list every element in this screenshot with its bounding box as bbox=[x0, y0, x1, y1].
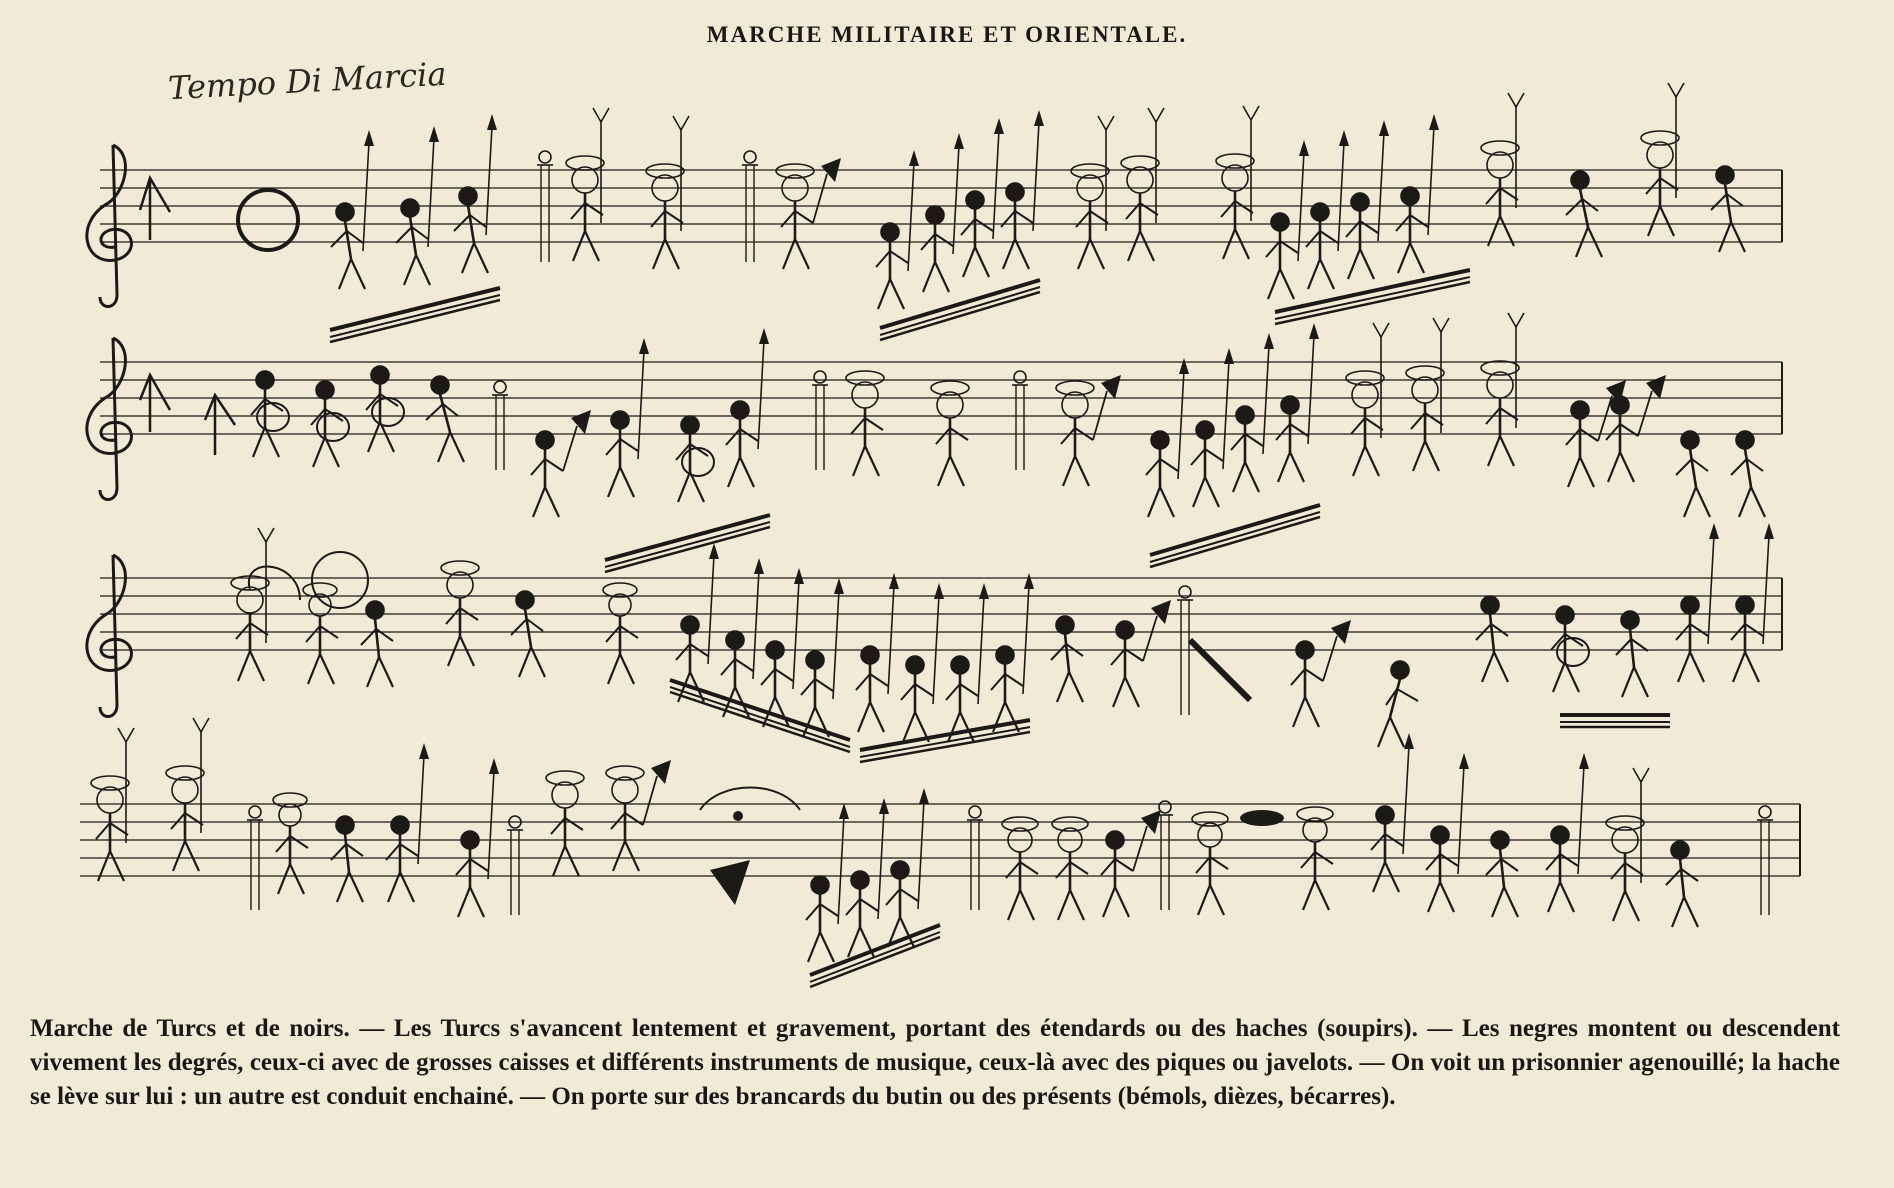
marching-figure bbox=[856, 573, 899, 732]
marching-figure bbox=[726, 328, 769, 487]
pipe-icon bbox=[249, 567, 300, 600]
marching-figure bbox=[166, 718, 209, 871]
marching-figure bbox=[1676, 523, 1719, 682]
staff-3 bbox=[100, 578, 1782, 650]
marching-figure bbox=[646, 116, 689, 269]
marching-figure bbox=[251, 371, 289, 457]
drum-top-icon bbox=[1240, 810, 1284, 826]
marching-figure bbox=[886, 788, 929, 947]
marching-figure bbox=[311, 381, 349, 467]
marching-figure bbox=[1111, 600, 1171, 707]
marching-figure bbox=[676, 416, 714, 502]
marching-figure bbox=[946, 583, 989, 742]
marching-figure bbox=[1476, 596, 1508, 682]
tempo-marking: Tempo Di Marcia bbox=[167, 54, 448, 108]
pike-icon bbox=[993, 118, 1004, 239]
stretcher-icon bbox=[670, 680, 850, 752]
marching-figure bbox=[1641, 83, 1684, 236]
marching-figure bbox=[761, 568, 804, 727]
pike-icon bbox=[978, 583, 989, 704]
marching-figure bbox=[426, 376, 464, 462]
standard-icon bbox=[1508, 93, 1524, 208]
bass-drum-icon bbox=[372, 398, 404, 426]
pike-icon bbox=[1263, 333, 1274, 454]
standard-icon bbox=[1633, 768, 1649, 883]
rest-mark bbox=[140, 178, 170, 240]
marching-figure bbox=[1191, 348, 1234, 507]
marching-figure bbox=[901, 583, 944, 742]
marching-figure bbox=[1192, 812, 1228, 915]
marching-figure bbox=[846, 371, 884, 476]
pike-icon bbox=[1178, 358, 1189, 479]
marching-figure bbox=[1146, 358, 1189, 517]
marching-figure bbox=[1711, 166, 1745, 252]
standard-icon bbox=[258, 528, 274, 643]
pike-icon bbox=[1458, 753, 1469, 874]
pike-icon bbox=[838, 803, 849, 924]
marching-figure bbox=[1101, 810, 1161, 917]
standard-icon bbox=[1243, 106, 1259, 221]
kneeling-prisoner bbox=[1378, 661, 1418, 747]
marching-figure bbox=[1216, 106, 1259, 259]
marching-figure bbox=[721, 558, 764, 717]
marching-figure bbox=[1266, 140, 1309, 299]
marching-figure bbox=[921, 133, 964, 292]
pike-icon bbox=[1403, 733, 1414, 854]
marching-figure bbox=[676, 543, 719, 702]
bass-drum-icon bbox=[317, 413, 349, 441]
arch-icon bbox=[700, 788, 800, 811]
standard-post-icon bbox=[812, 371, 828, 470]
caption-text: Marche de Turcs et de noirs. — Les Turcs s'avancent lentement et gravement, portant des étendards ou des haches (soupirs). — Les negres montent ou descendent vivement les degrés, ceux-ci avec de grosses caisses et différents instruments de musique, ceux-là avec des piques ou javelots. — On voit un prisonnier agenouillé; la hache se lève sur lui : un autre est conduit enchainé. — On porte sur des brancards du butin ou des présents (bémols, dièzes, bécarres). bbox=[30, 1015, 1840, 1110]
bass-drum-icon bbox=[1557, 638, 1589, 666]
marching-figure bbox=[876, 150, 919, 309]
marching-figure bbox=[1306, 130, 1349, 289]
marching-figure bbox=[1551, 606, 1589, 692]
pike-icon bbox=[1428, 114, 1439, 235]
pike-icon bbox=[708, 543, 719, 664]
arch-icon bbox=[312, 552, 368, 608]
marching-figure bbox=[331, 816, 363, 902]
axe-icon bbox=[1093, 375, 1121, 440]
pike-icon bbox=[1298, 140, 1309, 261]
stretcher-icon bbox=[810, 925, 940, 987]
bass-drum-icon bbox=[257, 403, 289, 431]
standard-icon bbox=[1098, 116, 1114, 231]
marching-figure bbox=[1052, 817, 1088, 920]
standard-icon bbox=[193, 718, 209, 833]
marching-figure bbox=[531, 410, 591, 517]
standard-post-icon bbox=[1012, 371, 1028, 470]
marching-figure bbox=[1071, 116, 1114, 269]
marching-figure bbox=[603, 583, 638, 684]
rest-mark bbox=[140, 375, 170, 432]
marching-figure bbox=[1346, 323, 1389, 476]
pike-icon bbox=[918, 788, 929, 909]
marching-figure bbox=[1731, 523, 1774, 682]
treble-clef-icon bbox=[87, 555, 132, 717]
standard-icon bbox=[673, 116, 689, 231]
pike-icon bbox=[758, 328, 769, 449]
marching-figure bbox=[1426, 753, 1469, 912]
marching-figure bbox=[801, 578, 844, 737]
stretcher-icon bbox=[605, 515, 770, 572]
cymbal-icon bbox=[238, 190, 298, 250]
marching-figure bbox=[1121, 108, 1164, 261]
pike-icon bbox=[363, 130, 374, 251]
stretcher-icon bbox=[1560, 715, 1670, 727]
marching-figure bbox=[511, 591, 545, 677]
pike-icon bbox=[1223, 348, 1234, 469]
marching-figure bbox=[1616, 611, 1648, 697]
marching-figure bbox=[1566, 171, 1602, 257]
pike-icon bbox=[953, 133, 964, 254]
marching-figure bbox=[1002, 817, 1038, 920]
marching-figure bbox=[776, 158, 841, 269]
treble-clef-icon bbox=[87, 145, 132, 307]
marching-figure bbox=[1371, 733, 1414, 892]
marching-figure bbox=[1346, 120, 1389, 279]
marching-figure bbox=[1291, 620, 1351, 727]
standard-icon bbox=[118, 728, 134, 843]
pike-icon bbox=[933, 583, 944, 704]
marching-figure bbox=[1231, 333, 1274, 492]
pike-icon bbox=[488, 758, 499, 879]
staff-2 bbox=[100, 362, 1782, 434]
axe-icon bbox=[1143, 600, 1171, 661]
pike-icon bbox=[908, 150, 919, 271]
axe-handle bbox=[1190, 640, 1250, 700]
page-title: MARCHE MILITAIRE ET ORIENTALE. bbox=[706, 22, 1188, 47]
dot-mark bbox=[733, 811, 743, 821]
pike-icon bbox=[888, 573, 899, 694]
pike-icon bbox=[1378, 120, 1389, 241]
marching-figure bbox=[606, 760, 671, 871]
pike-icon bbox=[1338, 130, 1349, 251]
marching-figure bbox=[231, 528, 274, 681]
marching-figure bbox=[806, 803, 849, 962]
pike-icon bbox=[1708, 523, 1719, 644]
marching-figure bbox=[456, 758, 499, 917]
pike-icon bbox=[428, 126, 439, 247]
standard-post-icon bbox=[507, 816, 523, 915]
stretcher-icon bbox=[1150, 505, 1320, 567]
standard-icon bbox=[1668, 83, 1684, 198]
marching-figure bbox=[1486, 831, 1518, 917]
axe-icon bbox=[710, 860, 750, 905]
pike-icon bbox=[1763, 523, 1774, 644]
axe-icon bbox=[643, 760, 671, 825]
pike-icon bbox=[1308, 323, 1319, 444]
marching-figure bbox=[961, 118, 1004, 277]
stretcher-icon bbox=[860, 720, 1030, 762]
marching-figure bbox=[454, 114, 497, 273]
pike-icon bbox=[753, 558, 764, 679]
marching-figure bbox=[1546, 753, 1589, 912]
pike-icon bbox=[486, 114, 497, 235]
marching-figure bbox=[1666, 841, 1698, 927]
stretcher-icon bbox=[880, 280, 1040, 340]
standard-post-icon bbox=[1157, 801, 1173, 910]
marching-figure bbox=[366, 366, 404, 452]
axe-icon bbox=[563, 410, 591, 471]
marching-figure bbox=[1276, 323, 1319, 482]
marching-figure bbox=[566, 108, 609, 261]
axe-icon bbox=[1638, 375, 1666, 436]
marching-figure bbox=[546, 771, 584, 876]
pike-icon bbox=[793, 568, 804, 689]
bass-drum-icon bbox=[682, 448, 714, 476]
stretcher-icon bbox=[330, 288, 500, 342]
marching-figure bbox=[1396, 114, 1439, 273]
marching-figure bbox=[331, 130, 374, 289]
marching-figure bbox=[1481, 313, 1524, 466]
rest-mark bbox=[205, 395, 235, 455]
marching-figure bbox=[1051, 616, 1083, 702]
marching-figure bbox=[1056, 375, 1121, 486]
marching-figure bbox=[1606, 768, 1649, 921]
marching-figure bbox=[303, 583, 338, 684]
marching-figure bbox=[1001, 110, 1044, 269]
pike-icon bbox=[1578, 753, 1589, 874]
marching-figure bbox=[991, 573, 1034, 732]
pike-icon bbox=[1023, 573, 1034, 694]
axe-icon bbox=[813, 158, 841, 223]
standard-icon bbox=[1508, 313, 1524, 428]
standard-post-icon bbox=[492, 381, 508, 470]
marching-figure bbox=[273, 793, 308, 894]
marching-figure bbox=[1406, 318, 1449, 471]
marching-figure bbox=[1676, 431, 1710, 517]
marching-figure bbox=[1731, 431, 1765, 517]
staff-4 bbox=[80, 804, 1800, 876]
